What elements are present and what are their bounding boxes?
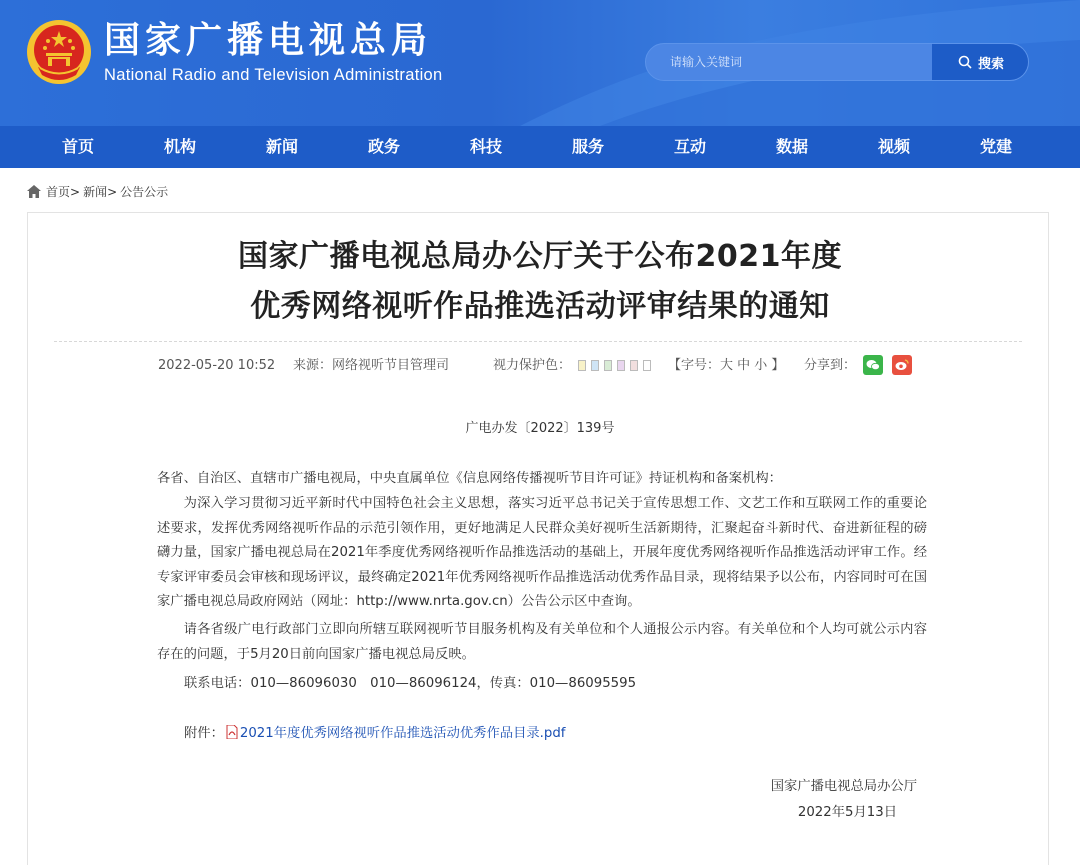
eye-protect-label: 视力保护色：: [493, 358, 572, 373]
breadcrumb-home[interactable]: 首页>: [46, 184, 81, 199]
nav-item-data[interactable]: 数据: [775, 137, 809, 156]
eye-color-swatch-purple[interactable]: [617, 360, 625, 371]
search-button[interactable]: [932, 44, 1029, 80]
attachment-row: [184, 722, 565, 741]
body-paragraph-1: 为深入学习贯彻习近平新时代中国特色社会主义思想，落实习近平总书记关于宣传思想工作、文艺工作和互联网工作的重要论述要求，发挥优秀网络视听作品的示范引领作用，更好地满足人民群众美好视听生活新期待，汇聚起奋斗新时代、奋进新征程的磅礴力量，国家广播电视总局在2021年季度优秀网络视听作品推选活动的基础上，开展年度优秀网络视听作品推选活动评审工作。经专家评审委员会审核和现场评议，最终确定2021年优秀网络视听作品推选活动优秀作品目录，现将结果予以公布，内容同时可在国家广播电视总局政府网站（网址：http://www.nrta.gov.cn）公告公示区中查询。: [157, 496, 927, 609]
site-title[interactable]: 国家广播电视总局: [104, 19, 433, 61]
nav-item-video[interactable]: 视频: [877, 137, 911, 156]
contact-info: 联系电话：010—86096030 010—86096124，传真：010—86095595: [184, 676, 637, 691]
eye-color-swatch-pink[interactable]: [630, 360, 638, 371]
article-source: 来源：网络视听节目管理司: [293, 358, 450, 373]
font-size-control[interactable]: 【字号：大 中 小 】: [668, 358, 785, 373]
eye-color-swatch-white[interactable]: [643, 360, 651, 371]
eye-color-swatch-blue[interactable]: [591, 360, 599, 371]
breadcrumb-announcements[interactable]: 公告公示: [120, 184, 169, 199]
body-paragraph-2: 请各省级广电行政部门立即向所辖互联网视听节目服务机构及有关单位和个人通报公示内容。有关单位和个人均可就公示内容存在的问题，于5月20日前向国家广播电视总局反映。: [157, 622, 927, 662]
search-input[interactable]: [646, 44, 932, 80]
breadcrumb: [27, 182, 168, 200]
salutation: 各省、自治区、直辖市广播电视局，中央直属单位《信息网络传播视听节目许可证》持证机构和备案机构：: [157, 471, 782, 486]
nav-item-news[interactable]: 新闻: [265, 137, 299, 156]
nav-item-interaction[interactable]: 互动: [673, 137, 707, 156]
wechat-icon[interactable]: [863, 355, 883, 375]
search-box: [645, 43, 1029, 81]
share-label: 分享到：: [804, 358, 857, 373]
title-divider: [54, 341, 1022, 342]
site-subtitle: National Radio and Television Administration: [104, 66, 443, 84]
nav-item-party-building[interactable]: 党建: [979, 137, 1013, 156]
article-title-line2: 优秀网络视听作品推选活动评审结果的通知: [250, 289, 830, 324]
nav-item-home[interactable]: 首页: [61, 137, 95, 156]
nav-item-organization[interactable]: 机构: [163, 137, 197, 156]
article-title-line1: 国家广播电视总局办公厅关于公布2021年度: [238, 239, 842, 274]
home-icon: [27, 185, 41, 198]
attachment-link[interactable]: 2021年度优秀网络视听作品推选活动优秀作品目录.pdf: [239, 726, 566, 741]
eye-color-swatch-green[interactable]: [604, 360, 612, 371]
document-number: 广电办发〔2022〕139号: [465, 421, 615, 436]
breadcrumb-news[interactable]: 新闻>: [83, 184, 118, 199]
main-nav: [0, 126, 1080, 168]
eye-color-swatch-yellow[interactable]: [578, 360, 586, 371]
signature-date: 2022年5月13日: [797, 805, 897, 820]
nav-item-government-affairs[interactable]: 政务: [367, 137, 401, 156]
site-header: [0, 0, 1080, 126]
publish-datetime: 2022-05-20 10:52: [158, 358, 276, 373]
nav-item-technology[interactable]: 科技: [469, 137, 503, 156]
nav-item-services[interactable]: 服务: [571, 137, 605, 156]
search-icon: [958, 55, 972, 69]
national-emblem-logo: [26, 19, 92, 85]
attachment-label: 附件：: [184, 726, 224, 741]
weibo-icon[interactable]: [892, 355, 912, 375]
pdf-file-icon: [226, 725, 238, 739]
signature-organization: 国家广播电视总局办公厅: [770, 779, 917, 794]
search-button-label: 搜索: [977, 56, 1004, 72]
